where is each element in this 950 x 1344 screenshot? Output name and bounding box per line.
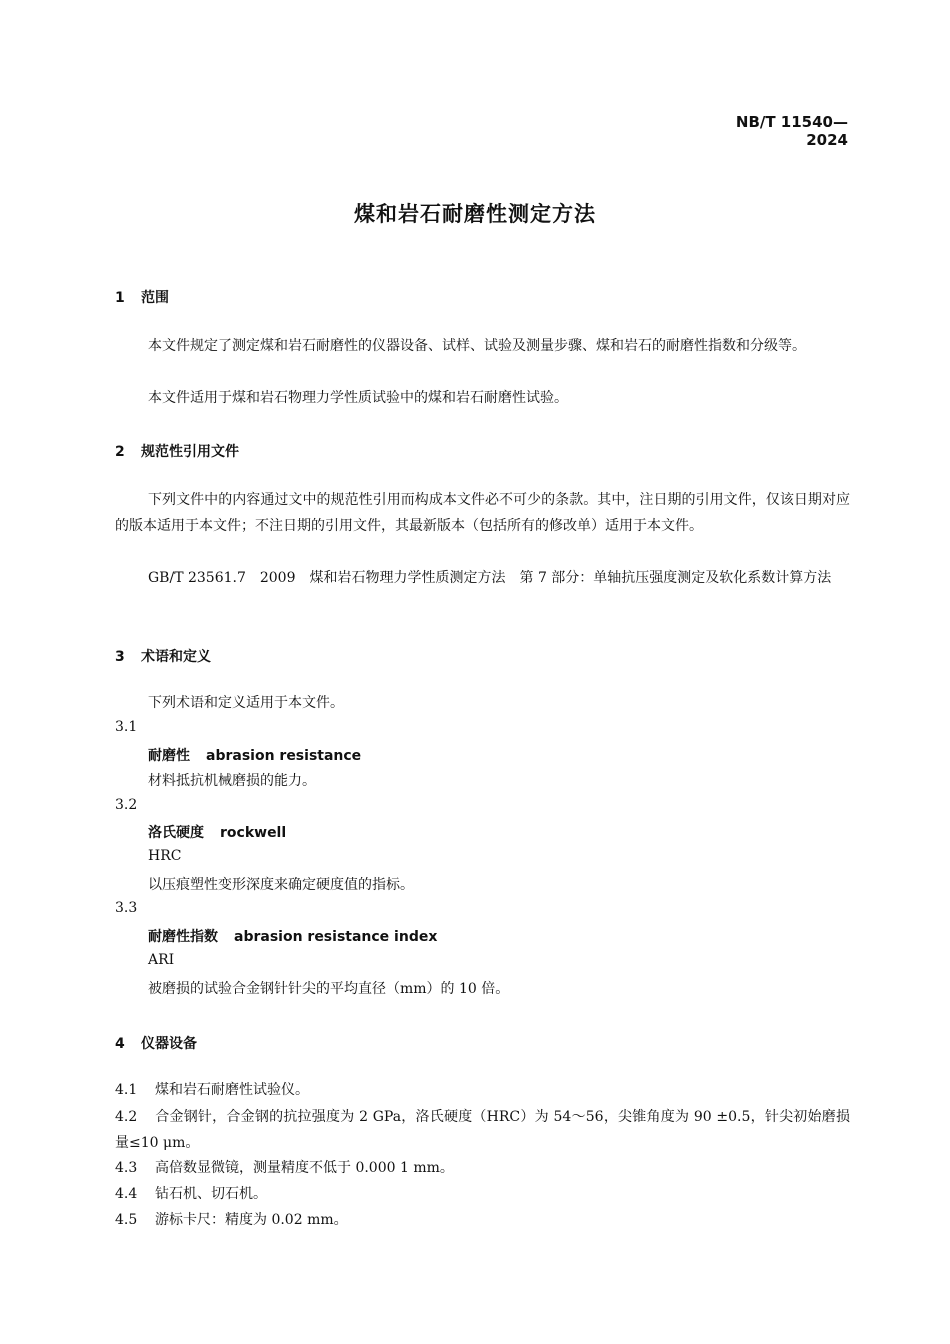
term-number: 3.3	[115, 900, 138, 916]
reference-entry: GB/T 23561.7 2009 煤和岩石物理力学性质测定方法 第 7 部分：单轴抗压强度测定及软化系数计算方法	[148, 570, 832, 586]
item-number: 4.5	[115, 1212, 138, 1228]
section-heading-normative-references	[115, 441, 239, 461]
section-title: 规范性引用文件	[141, 444, 239, 460]
section-number: 2	[115, 444, 125, 460]
section-title: 术语和定义	[141, 649, 211, 665]
term-definition: 材料抵抗机械磨损的能力。	[148, 773, 316, 789]
standard-number: NB/T 11540—2024	[735, 113, 848, 149]
term-definition: 以压痕塑性变形深度来确定硬度值的指标。	[148, 877, 414, 893]
section-number: 3	[115, 649, 125, 665]
term-heading	[148, 926, 437, 946]
scope-paragraph-1: 本文件规定了测定煤和岩石耐磨性的仪器设备、试样、试验及测量步骤、煤和岩石的耐磨性指数和分级等。	[148, 338, 806, 354]
term-english: abrasion resistance index	[234, 929, 438, 945]
references-paragraph: 下列文件中的内容通过文中的规范性引用而构成本文件必不可少的条款。其中，注日期的引用文件，仅该日期对应的版本适用于本文件；不注日期的引用文件，其最新版本（包括所有的修改单）适用于本文件。	[115, 492, 850, 534]
term-english: abrasion resistance	[206, 748, 362, 764]
term-number: 3.2	[115, 797, 138, 813]
document-title: 煤和岩石耐磨性测定方法	[354, 202, 596, 226]
terms-intro: 下列术语和定义适用于本文件。	[148, 695, 344, 711]
list-item	[115, 1104, 850, 1156]
term-heading	[148, 822, 286, 842]
item-text: 钻石机、切石机。	[155, 1186, 267, 1202]
term-abbreviation: ARI	[148, 952, 175, 968]
term-chinese: 耐磨性指数	[148, 929, 218, 945]
item-text: 游标卡尺：精度为 0.02 mm。	[155, 1212, 348, 1228]
term-abbreviation: HRC	[148, 848, 182, 864]
list-item	[115, 1183, 267, 1203]
section-number: 1	[115, 290, 125, 306]
item-number: 4.2	[115, 1109, 138, 1125]
list-item	[115, 1157, 454, 1177]
section-heading-scope	[115, 287, 169, 307]
item-number: 4.1	[115, 1082, 138, 1098]
term-number: 3.1	[115, 719, 138, 735]
term-heading	[148, 745, 361, 765]
item-number: 4.3	[115, 1160, 138, 1176]
term-chinese: 耐磨性	[148, 748, 190, 764]
item-text: 合金钢针，合金钢的抗拉强度为 2 GPa，洛氏硬度（HRC）为 54～56，尖锥角度为 90 ±0.5，针尖初始磨损量≤10 μm。	[115, 1109, 850, 1151]
section-title: 仪器设备	[141, 1036, 197, 1052]
item-number: 4.4	[115, 1186, 138, 1202]
section-heading-terms	[115, 646, 211, 666]
item-text: 高倍数显微镜，测量精度不低于 0.000 1 mm。	[155, 1160, 454, 1176]
scope-paragraph-2: 本文件适用于煤和岩石物理力学性质试验中的煤和岩石耐磨性试验。	[148, 390, 568, 406]
section-title: 范围	[141, 290, 169, 306]
list-item	[115, 1079, 309, 1099]
section-number: 4	[115, 1036, 125, 1052]
list-item	[115, 1209, 348, 1229]
term-definition: 被磨损的试验合金钢针针尖的平均直径（mm）的 10 倍。	[148, 981, 510, 997]
term-chinese: 洛氏硬度	[148, 825, 204, 841]
item-text: 煤和岩石耐磨性试验仪。	[155, 1082, 309, 1098]
term-english: rockwell	[220, 825, 287, 841]
section-heading-apparatus	[115, 1033, 197, 1053]
